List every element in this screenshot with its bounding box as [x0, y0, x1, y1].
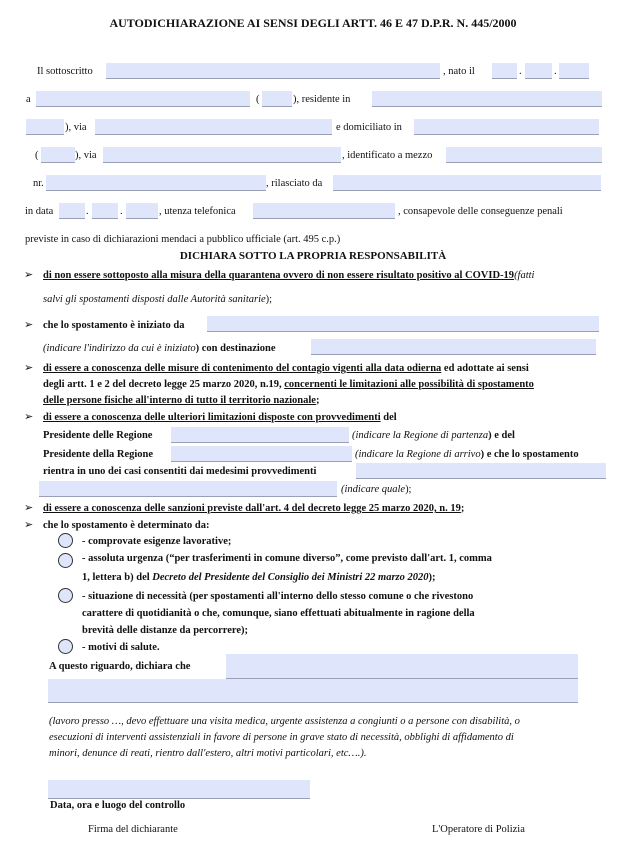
which-hint: [341, 484, 411, 495]
label-via: ), via: [75, 150, 97, 161]
allowed-cases-field[interactable]: [356, 463, 606, 479]
destination-field[interactable]: [311, 339, 596, 355]
label-start-from: che lo spostamento è iniziato da: [43, 320, 185, 331]
reason-urgency-decree: Decreto del Presidente del Consiglio dei Ministri 22 marzo 2020: [152, 572, 429, 583]
name-field[interactable]: [106, 63, 440, 79]
reason-urgency-label: - assoluta urgenza (“per trasferimenti in comune diverso”, come previsto dall'art. 1, comma: [82, 553, 492, 564]
declaration-field-2[interactable]: [48, 679, 578, 703]
quarantine-note-text: salvi gli spostamenti disposti dalle Autorità sanitarie: [43, 294, 266, 305]
control-info-field[interactable]: [48, 780, 310, 799]
bullet-arrow-icon: ➢: [24, 362, 34, 374]
birth-province-field[interactable]: [262, 91, 292, 107]
birth-month-field[interactable]: [525, 63, 552, 79]
domicile-province-field[interactable]: [41, 147, 75, 163]
label-allowed-cases: rientra in uno dei casi consentiti dai medesimi provvedimenti: [43, 466, 317, 477]
allowed-case-which-field[interactable]: [39, 481, 337, 497]
measures-statement-3: [43, 395, 319, 406]
document-title: AUTODICHIARAZIONE AI SENSI DEGLI ARTT. 46 E 47 D.P.R. N. 445/2000: [109, 16, 517, 30]
name-input[interactable]: [106, 63, 440, 78]
label-nr: nr.: [33, 178, 44, 189]
quarantine-text: di non essere sottoposto alla misura della quarantena ovvero di non essere risultato positivo al COVID-19: [43, 270, 515, 281]
bullet-arrow-icon: ➢: [24, 502, 34, 514]
label-region-start: Presidente delle Regione: [43, 430, 153, 441]
sanctions-end: ;: [460, 503, 465, 514]
label-identificato: , identificato a mezzo: [342, 150, 433, 161]
declaration-field-1[interactable]: [226, 654, 578, 679]
note-line-2: esecuzioni di interventi assistenziali in favore di persone in grave stato di necessità, obblighi di affidamento di: [49, 732, 514, 743]
residence-street-field[interactable]: [95, 119, 332, 135]
bullet-arrow-icon: ➢: [24, 319, 34, 331]
bullet-arrow-icon: ➢: [24, 411, 34, 423]
label-in-data: in data: [25, 206, 54, 217]
reason-urgency-label-2: [82, 572, 436, 583]
measures-limits: concernenti le limitazioni alle possibilità di spostamento: [284, 379, 534, 390]
reason-necessity-label-3: brevità delle distanze da percorrere);: [82, 625, 249, 636]
label-region-end: Presidente della Regione: [43, 449, 154, 460]
reason-necessity-label-2: carattere di quotidianità o che, comunque, siano effettuati abitualmente in ragione della: [82, 608, 475, 619]
issue-month-field[interactable]: [92, 203, 118, 219]
reason-intro: che lo spostamento è determinato da:: [43, 520, 210, 531]
residence-city-field[interactable]: [372, 91, 602, 107]
reason-necessity-label: - situazione di necessità (per spostamenti all'interno dello stesso comune o che rivestono: [82, 591, 474, 602]
limits-statement: [43, 412, 397, 423]
label-signature: Firma del dichiarante: [88, 824, 178, 835]
label-consapevole: , consapevole delle conseguenze penali: [398, 206, 563, 217]
section-heading: DICHIARA SOTTO LA PROPRIA RESPONSABILITÀ: [179, 250, 447, 262]
which-hint-text: (indicare quale: [341, 484, 406, 495]
label-police-officer: L'Operatore di Polizia: [432, 824, 525, 835]
birthplace-field[interactable]: [36, 91, 250, 107]
label-previste: previste in caso di dichiarazioni mendaci a pubblico ufficiale (art. 495 c.p.): [25, 234, 341, 245]
dot-separator: .: [519, 66, 522, 77]
label-sottoscritto: Il sottoscritto: [37, 66, 93, 77]
limits-del: del: [380, 412, 397, 423]
label-nato-il: , nato il: [443, 66, 475, 77]
which-hint-close: );: [405, 484, 412, 495]
label-via: ), via: [65, 122, 87, 133]
domicile-street-field[interactable]: [103, 147, 341, 163]
label-declares: A questo riguardo, dichiara che: [49, 661, 191, 672]
measures-text-2: ed adottate ai sensi: [441, 363, 529, 374]
limits-text: di essere a conoscenza delle ulteriori limitazioni disposte con provvedimenti: [43, 412, 381, 423]
reason-urgency-end: );: [428, 572, 436, 583]
label-domiciliato: e domiciliato in: [336, 122, 402, 133]
region-start-field[interactable]: [171, 427, 349, 443]
measures-persons: delle persone fisiche all'interno di tutto il territorio nazionale: [43, 395, 316, 406]
measures-end: ;: [315, 395, 320, 406]
residence-province-field[interactable]: [26, 119, 64, 135]
region-end-hint-text: (indicare la Regione di arrivo: [355, 449, 481, 460]
quarantine-note-close: );: [265, 294, 273, 305]
start-address-field[interactable]: [207, 316, 599, 332]
label-residente: ), residente in: [293, 94, 351, 105]
reason-work-radio[interactable]: [58, 533, 73, 548]
label-a: a: [26, 94, 31, 105]
sanctions-statement: [43, 503, 464, 514]
paren-open: (: [256, 94, 260, 105]
bullet-arrow-icon: ➢: [24, 269, 34, 281]
reason-health-radio[interactable]: [58, 639, 73, 654]
region-start-and: ) e del: [488, 430, 515, 441]
label-utenza: , utenza telefonica: [159, 206, 236, 217]
birth-day-field[interactable]: [492, 63, 517, 79]
start-hint-text: (indicare l'indirizzo da cui è iniziato: [43, 343, 196, 354]
region-end-tail: ) e che lo spostamento: [480, 449, 579, 460]
quarantine-statement: [43, 270, 534, 281]
phone-field[interactable]: [253, 203, 395, 219]
region-end-field[interactable]: [171, 446, 352, 462]
quarantine-note-open: (fatti: [514, 270, 535, 281]
region-start-hint-text: (indicare la Regione di partenza: [352, 430, 489, 441]
reason-health-label: - motivi di salute.: [82, 642, 160, 653]
domicile-city-field[interactable]: [414, 119, 599, 135]
label-destination: ) con destinazione: [195, 343, 276, 354]
reason-urgency-lettera: 1, lettera b) del: [82, 572, 153, 583]
reason-work-label: - comprovate esigenze lavorative;: [82, 536, 232, 547]
measures-text: di essere a conoscenza delle misure di contenimento del contagio vigenti alla data odierna: [43, 363, 442, 374]
reason-urgency-radio[interactable]: [58, 553, 73, 568]
note-line-1: (lavoro presso …, devo effettuare una visita medica, urgente assistenza a congiunti o a persone con disabilità, o: [49, 716, 520, 727]
issued-by-field[interactable]: [333, 175, 601, 191]
quarantine-note: [43, 294, 272, 305]
label-start-hint: [43, 343, 276, 354]
dot-separator: .: [120, 206, 123, 217]
dot-separator: .: [86, 206, 89, 217]
reason-necessity-radio[interactable]: [58, 588, 73, 603]
note-line-3: minori, denunce di reati, rientro dall'estero, altri motivi particolari, etc….).: [49, 748, 367, 759]
region-start-hint: [352, 430, 515, 441]
measures-statement-2: [43, 379, 534, 390]
measures-decree: degli artt. 1 e 2 del decreto legge 25 marzo 2020, n.19,: [43, 379, 285, 390]
document-number-field[interactable]: [46, 175, 266, 191]
dot-separator: .: [554, 66, 557, 77]
issue-year-field[interactable]: [126, 203, 158, 219]
issue-day-field[interactable]: [59, 203, 85, 219]
label-control: Data, ora e luogo del controllo: [50, 800, 186, 811]
region-end-hint: [355, 449, 579, 460]
sanctions-text: di essere a conoscenza delle sanzioni previste dall'art. 4 del decreto legge 25 marzo 2020, n. 19: [43, 503, 461, 514]
label-rilasciato: , rilasciato da: [266, 178, 323, 189]
measures-statement: [43, 363, 529, 374]
bullet-arrow-icon: ➢: [24, 519, 34, 531]
id-document-field[interactable]: [446, 147, 602, 163]
paren-open: (: [35, 150, 39, 161]
birth-year-field[interactable]: [559, 63, 589, 79]
